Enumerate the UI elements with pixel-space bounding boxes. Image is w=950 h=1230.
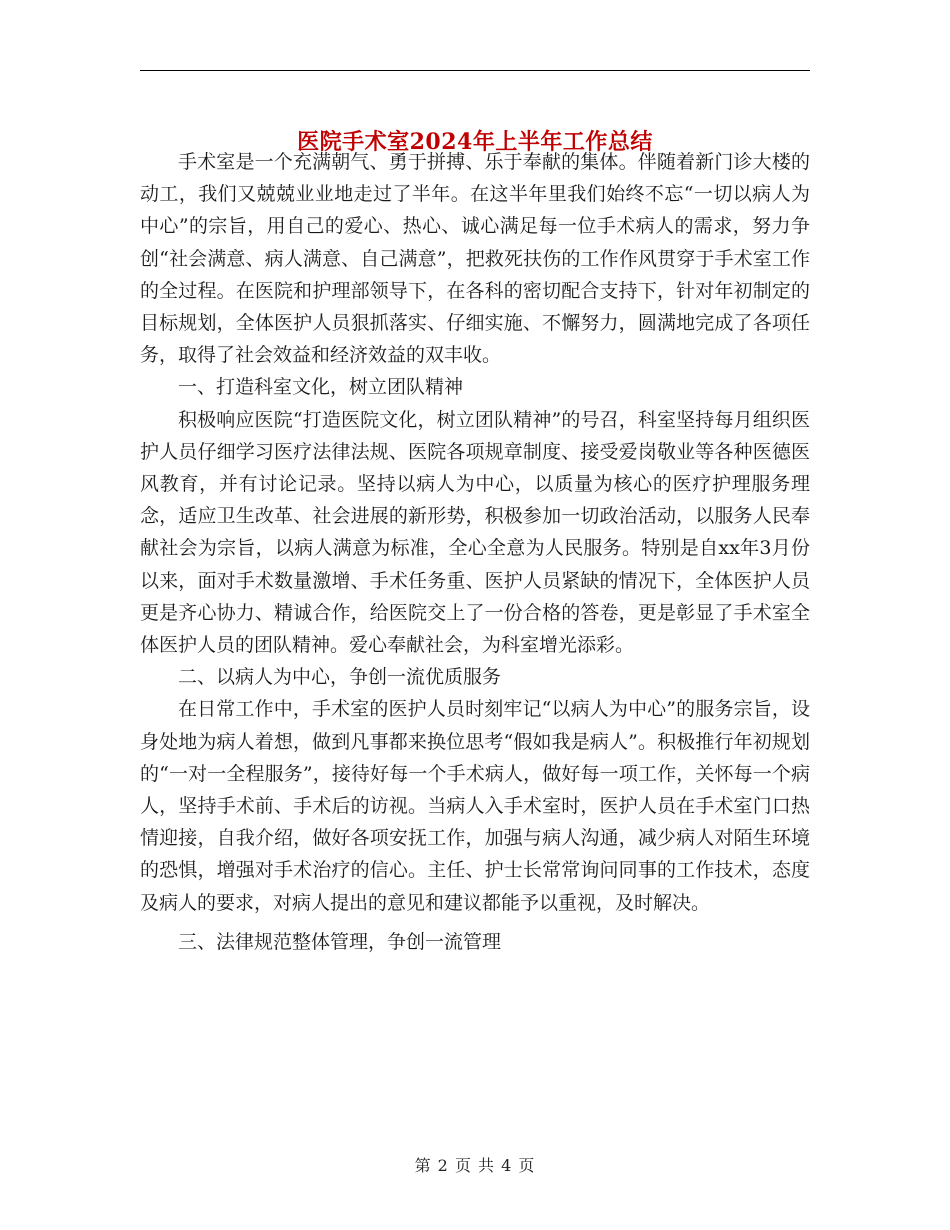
paragraph-section-1: 积极响应医院“打造医院文化，树立团队精神”的号召，科室坚持每月组织医护人员仔细学习医疗法律法规、医院各项规章制度、接受爱岗敬业等各种医德医风教育，并有讨论记录。坚持以病人为中心，以质量为核心的医疗护理服务理念，适应卫生改革、社会进展的新形势，积极参加一切政治活动，以服务人民奉献社会为宗旨，以病人满意为标准，全心全意为人民服务。特别是自xx年3月份以来，面对手术数量激增、手术任务重、医护人员紧缺的情况下，全体医护人员更是齐心协力、精诚合作，给医院交上了一份合格的答卷，更是彰显了手术室全体医护人员的团队精神。爱心奉献社会，为科室增光添彩。 — [140, 408, 810, 657]
header-rule — [140, 70, 810, 71]
page-number: 第 2 页 共 4 页 — [414, 1156, 536, 1175]
section-heading-2: 二、以病人为中心，争创一流优质服务 — [178, 666, 502, 689]
paragraph-intro: 手术室是一个充满朝气、勇于拼搏、乐于奉献的集体。伴随着新门诊大楼的动工，我们又兢兢业业地走过了半年。在这半年里我们始终不忘“一切以病人为中心”的宗旨，用自己的爱心、热心、诚心满足每一位手术病人的需求，努力争创“社会满意、病人满意、自己满意”，把救死扶伤的工作作风贯穿于手术室工作的全过程。在医院和护理部领导下，在各科的密切配合支持下，针对年初制定的目标规划，全体医护人员狠抓落实、仔细实施、不懈努力，圆满地完成了各项任务，取得了社会效益和经济效益的双丰收。 — [140, 151, 810, 367]
section-heading-1: 一、打造科室文化，树立团队精神 — [178, 376, 464, 399]
section-heading-3: 三、法律规范整体管理，争创一流管理 — [178, 930, 502, 953]
document-body — [140, 146, 810, 958]
paragraph-section-2: 在日常工作中，手术室的医护人员时刻牢记“以病人为中心”的服务宗旨，设身处地为病人着想，做到凡事都来换位思考“假如我是病人”。积极推行年初规划的“一对一全程服务”，接待好每一个手术病人，做好每一项工作，关怀每一个病人，坚持手术前、手术后的访视。当病人入手术室时，医护人员在手术室门口热情迎接，自我介绍，做好各项安抚工作，加强与病人沟通，减少病人对陌生环境的恐惧，增强对手术治疗的信心。主任、护士长常常询问同事的工作技术，态度及病人的要求，对病人提出的意见和建议都能予以重视，及时解决。 — [140, 698, 810, 914]
document-title: 医院手术室2024年上半年工作总结 — [297, 128, 653, 155]
